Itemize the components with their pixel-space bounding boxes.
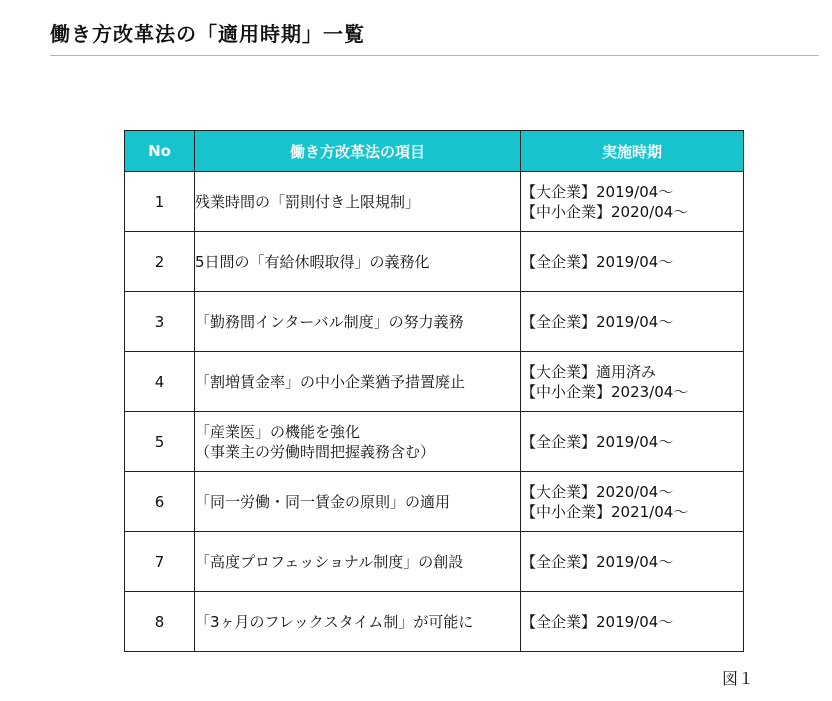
period-text: 【中小企業】2023/04〜 bbox=[521, 382, 689, 401]
table-row bbox=[125, 412, 744, 472]
row-period bbox=[521, 232, 744, 292]
title-divider bbox=[50, 55, 819, 56]
row-number: 8 bbox=[125, 592, 195, 652]
table-row bbox=[125, 232, 744, 292]
row-item bbox=[195, 232, 521, 292]
period-text: 【中小企業】2021/04〜 bbox=[521, 502, 689, 521]
item-text: 「高度プロフェッショナル制度」の創設 bbox=[195, 552, 464, 571]
row-item bbox=[195, 472, 521, 532]
period-text: 【大企業】適用済み bbox=[521, 362, 657, 381]
row-period bbox=[521, 592, 744, 652]
item-text: 「勤務間インターバル制度」の努力義務 bbox=[195, 312, 464, 331]
table-row bbox=[125, 472, 744, 532]
row-number: 5 bbox=[125, 412, 195, 472]
row-number: 6 bbox=[125, 472, 195, 532]
page-title: 働き方改革法の「適用時期」一覧 bbox=[50, 22, 365, 46]
row-period bbox=[521, 412, 744, 472]
row-number: 2 bbox=[125, 232, 195, 292]
header-no: No bbox=[125, 131, 195, 172]
row-number: 7 bbox=[125, 532, 195, 592]
row-item bbox=[195, 412, 521, 472]
table-header-row bbox=[125, 131, 744, 172]
item-text: 「同一労働・同一賃金の原則」の適用 bbox=[195, 492, 451, 511]
row-item bbox=[195, 292, 521, 352]
row-number: 1 bbox=[125, 172, 195, 232]
table-row bbox=[125, 352, 744, 412]
period-text: 【全企業】2019/04〜 bbox=[521, 252, 674, 271]
table-row bbox=[125, 532, 744, 592]
row-period bbox=[521, 472, 744, 532]
period-text: 【大企業】2019/04〜 bbox=[521, 182, 674, 201]
period-text: 【全企業】2019/04〜 bbox=[521, 312, 674, 331]
header-item: 働き方改革法の項目 bbox=[195, 131, 521, 172]
row-period bbox=[521, 292, 744, 352]
period-text: 【全企業】2019/04〜 bbox=[521, 612, 674, 631]
item-text: 残業時間の「罰則付き上限規制」 bbox=[195, 192, 421, 211]
item-text: 「割増賃金率」の中小企業猶予措置廃止 bbox=[195, 372, 466, 391]
period-text: 【大企業】2020/04〜 bbox=[521, 482, 674, 501]
application-period-table bbox=[124, 130, 744, 652]
period-text: 【全企業】2019/04〜 bbox=[521, 432, 674, 451]
item-text: 「産業医」の機能を強化 bbox=[195, 422, 361, 441]
table-row bbox=[125, 172, 744, 232]
item-text: 「3ヶ月のフレックスタイム制」が可能に bbox=[195, 612, 474, 631]
header-period: 実施時期 bbox=[521, 131, 744, 172]
item-text: （事業主の労働時間把握義務含む） bbox=[195, 442, 436, 461]
row-period bbox=[521, 352, 744, 412]
row-number: 3 bbox=[125, 292, 195, 352]
period-text: 【中小企業】2020/04〜 bbox=[521, 202, 689, 221]
row-item bbox=[195, 532, 521, 592]
row-period bbox=[521, 532, 744, 592]
period-text: 【全企業】2019/04〜 bbox=[521, 552, 674, 571]
row-number: 4 bbox=[125, 352, 195, 412]
row-item bbox=[195, 352, 521, 412]
item-text: 5日間の「有給休暇取得」の義務化 bbox=[195, 252, 430, 271]
row-period bbox=[521, 172, 744, 232]
row-item bbox=[195, 592, 521, 652]
row-item bbox=[195, 172, 521, 232]
table-row bbox=[125, 292, 744, 352]
table-row bbox=[125, 592, 744, 652]
figure-label: 図１ bbox=[722, 669, 755, 688]
